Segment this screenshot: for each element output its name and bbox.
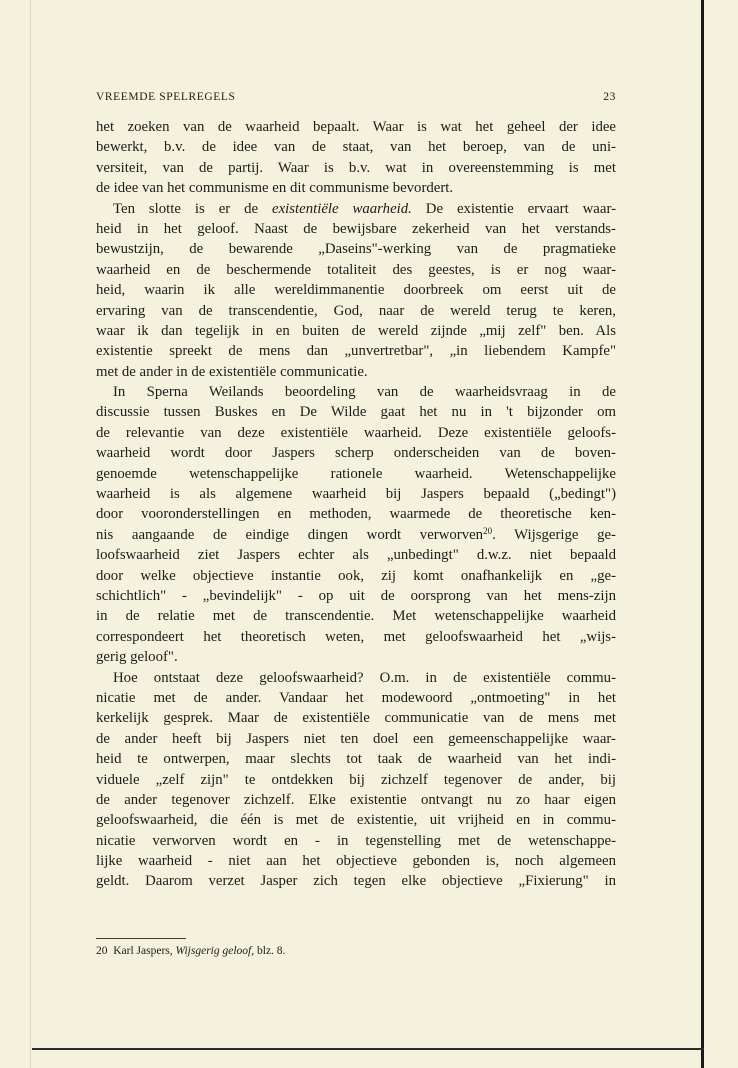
text-line: nicatie verworven wordt en - in tegenstelling met de wetenschappe- [96, 832, 616, 849]
text-line: schichtlich" - „bevindelijk" - op uit de oorsprong van het mens-zijn [96, 587, 616, 604]
scan-edge-bottom [32, 1048, 704, 1050]
text-line: lijke waarheid - niet aan het objectieve gebonden is, noch algemeen [96, 853, 616, 870]
text-line: loofswaarheid ziet Jaspers echter als „unbedingt" d.w.z. niet bepaald [96, 547, 616, 564]
text-line: heid, waarin ik alle wereldimmanentie doorbreek om eerst uit de [96, 282, 616, 299]
footnote-page: blz. 8. [257, 945, 286, 957]
text-line: geldt. Daarom verzet Jasper zich tegen elke objectieve „Fixierung" in [96, 873, 616, 890]
text-line: correspondeert het theoretisch weten, met geloofswaarheid het „wijs- [96, 628, 616, 645]
text-line: discussie tussen Buskes en De Wilde gaat het nu in 't bijzonder om [96, 404, 616, 421]
text-line: het zoeken van de waarheid bepaalt. Waar is wat het geheel der idee [96, 119, 616, 135]
page-number: 23 [603, 91, 616, 103]
text-line: door vooronderstellingen en methoden, waarmede de theoretische ken- [96, 506, 616, 523]
text-line: in de relatie met de transcendentie. Met wetenschappelijke waarheid [96, 608, 616, 625]
text-line: existentie spreekt de mens dan „unvertretbar", „in liebendem Kampfe" [96, 343, 616, 360]
scan-edge-right [701, 0, 704, 1068]
text-fragment: Ten slotte is er de [113, 200, 259, 217]
text-line [96, 199, 616, 219]
text-line: de ander heeft bij Jaspers niet ten doel een gemeenschappelijke waar- [96, 730, 616, 747]
text-line: de ander tegenover zichzelf. Elke existentie ontvangt nu zo haar eigen [96, 791, 616, 808]
text-line: gerig geloof". [96, 649, 178, 666]
text-fragment: nis aangaande de eindige dingen wordt verworven [96, 526, 484, 543]
text-line: met de ander in de existentiële communicatie. [96, 363, 368, 380]
text-line: ervaring van de transcendentie, God, naar de wereld terug te keren, [96, 302, 616, 319]
footnote-reference: 20 [483, 525, 493, 536]
text-line: waarheid is als algemene waarheid bij Jaspers bepaald („bedingt") [96, 486, 616, 503]
footnote-title: Wijsgerig geloof, [175, 945, 255, 957]
text-line: bewustzijn, de bewarende „Daseins"-werking van de pragmatieke [96, 241, 616, 258]
text-line [96, 525, 616, 545]
scan-edge-left [30, 0, 31, 1068]
text-line: genoemde wetenschappelijke rationele waarheid. Wetenschappelijke [96, 465, 616, 482]
footnote [96, 945, 616, 957]
footnote-author: Karl Jaspers, [113, 945, 173, 957]
text-line: door welke objectieve instantie ook, zij komt onafhankelijk en „ge- [96, 567, 616, 584]
text-line: heid te ontwerpen, maar slechts tot taak de waarheid van het indi- [96, 751, 616, 768]
footnote-rule [96, 938, 186, 939]
running-title: VREEMDE SPELREGELS [96, 91, 236, 103]
text-line: waarheid en de beschermende totaliteit des geestes, is er nog waar- [96, 261, 616, 278]
text-line: de idee van het communisme en dit communisme bevordert. [96, 180, 454, 197]
text-line: waarheid wordt door Jaspers scherp onderscheiden van de boven- [96, 445, 616, 462]
text-line: heid in het geloof. Naast de bewijsbare zekerheid van het verstands- [96, 220, 616, 237]
text-line: waar ik dan tegelijk in en buiten de wereld zijnde „mij zelf" ben. Als [96, 322, 616, 339]
text-line: bewerkt, b.v. de idee van de staat, van het beroep, van de uni- [96, 139, 616, 156]
text-line: de relevantie van deze existentiële waarheid. Deze existentiële geloofs- [96, 424, 616, 441]
body-text [96, 117, 616, 892]
footnote-number: 20 [96, 945, 108, 957]
text-line: In Sperna Weilands beoordeling van de waarheidsvraag in de [113, 384, 616, 401]
text-line: Hoe ontstaat deze geloofswaarheid? O.m. in de existentiële commu- [113, 669, 616, 686]
text-line: nicatie met de ander. Vandaar het modewoord „ontmoeting" in het [96, 689, 616, 706]
text-line: viduele „zelf zijn" te ontdekken bij zichzelf tegenover de ander, bij [96, 771, 616, 788]
emphasis-existential-truth: existentiële waarheid. [272, 200, 412, 217]
text-line: geloofswaarheid, die één is met de existentie, uit vrijheid en in commu- [96, 812, 616, 829]
text-fragment: . Wijsgerige ge- [492, 526, 616, 543]
text-fragment: De existentie ervaart waar- [425, 200, 616, 217]
running-header [96, 91, 616, 103]
text-line: versiteit, van de partij. Waar is b.v. wat in overeenstemming is met [96, 159, 616, 176]
text-line: kerkelijk gesprek. Maar de existentiële communicatie van de mens met [96, 710, 616, 727]
